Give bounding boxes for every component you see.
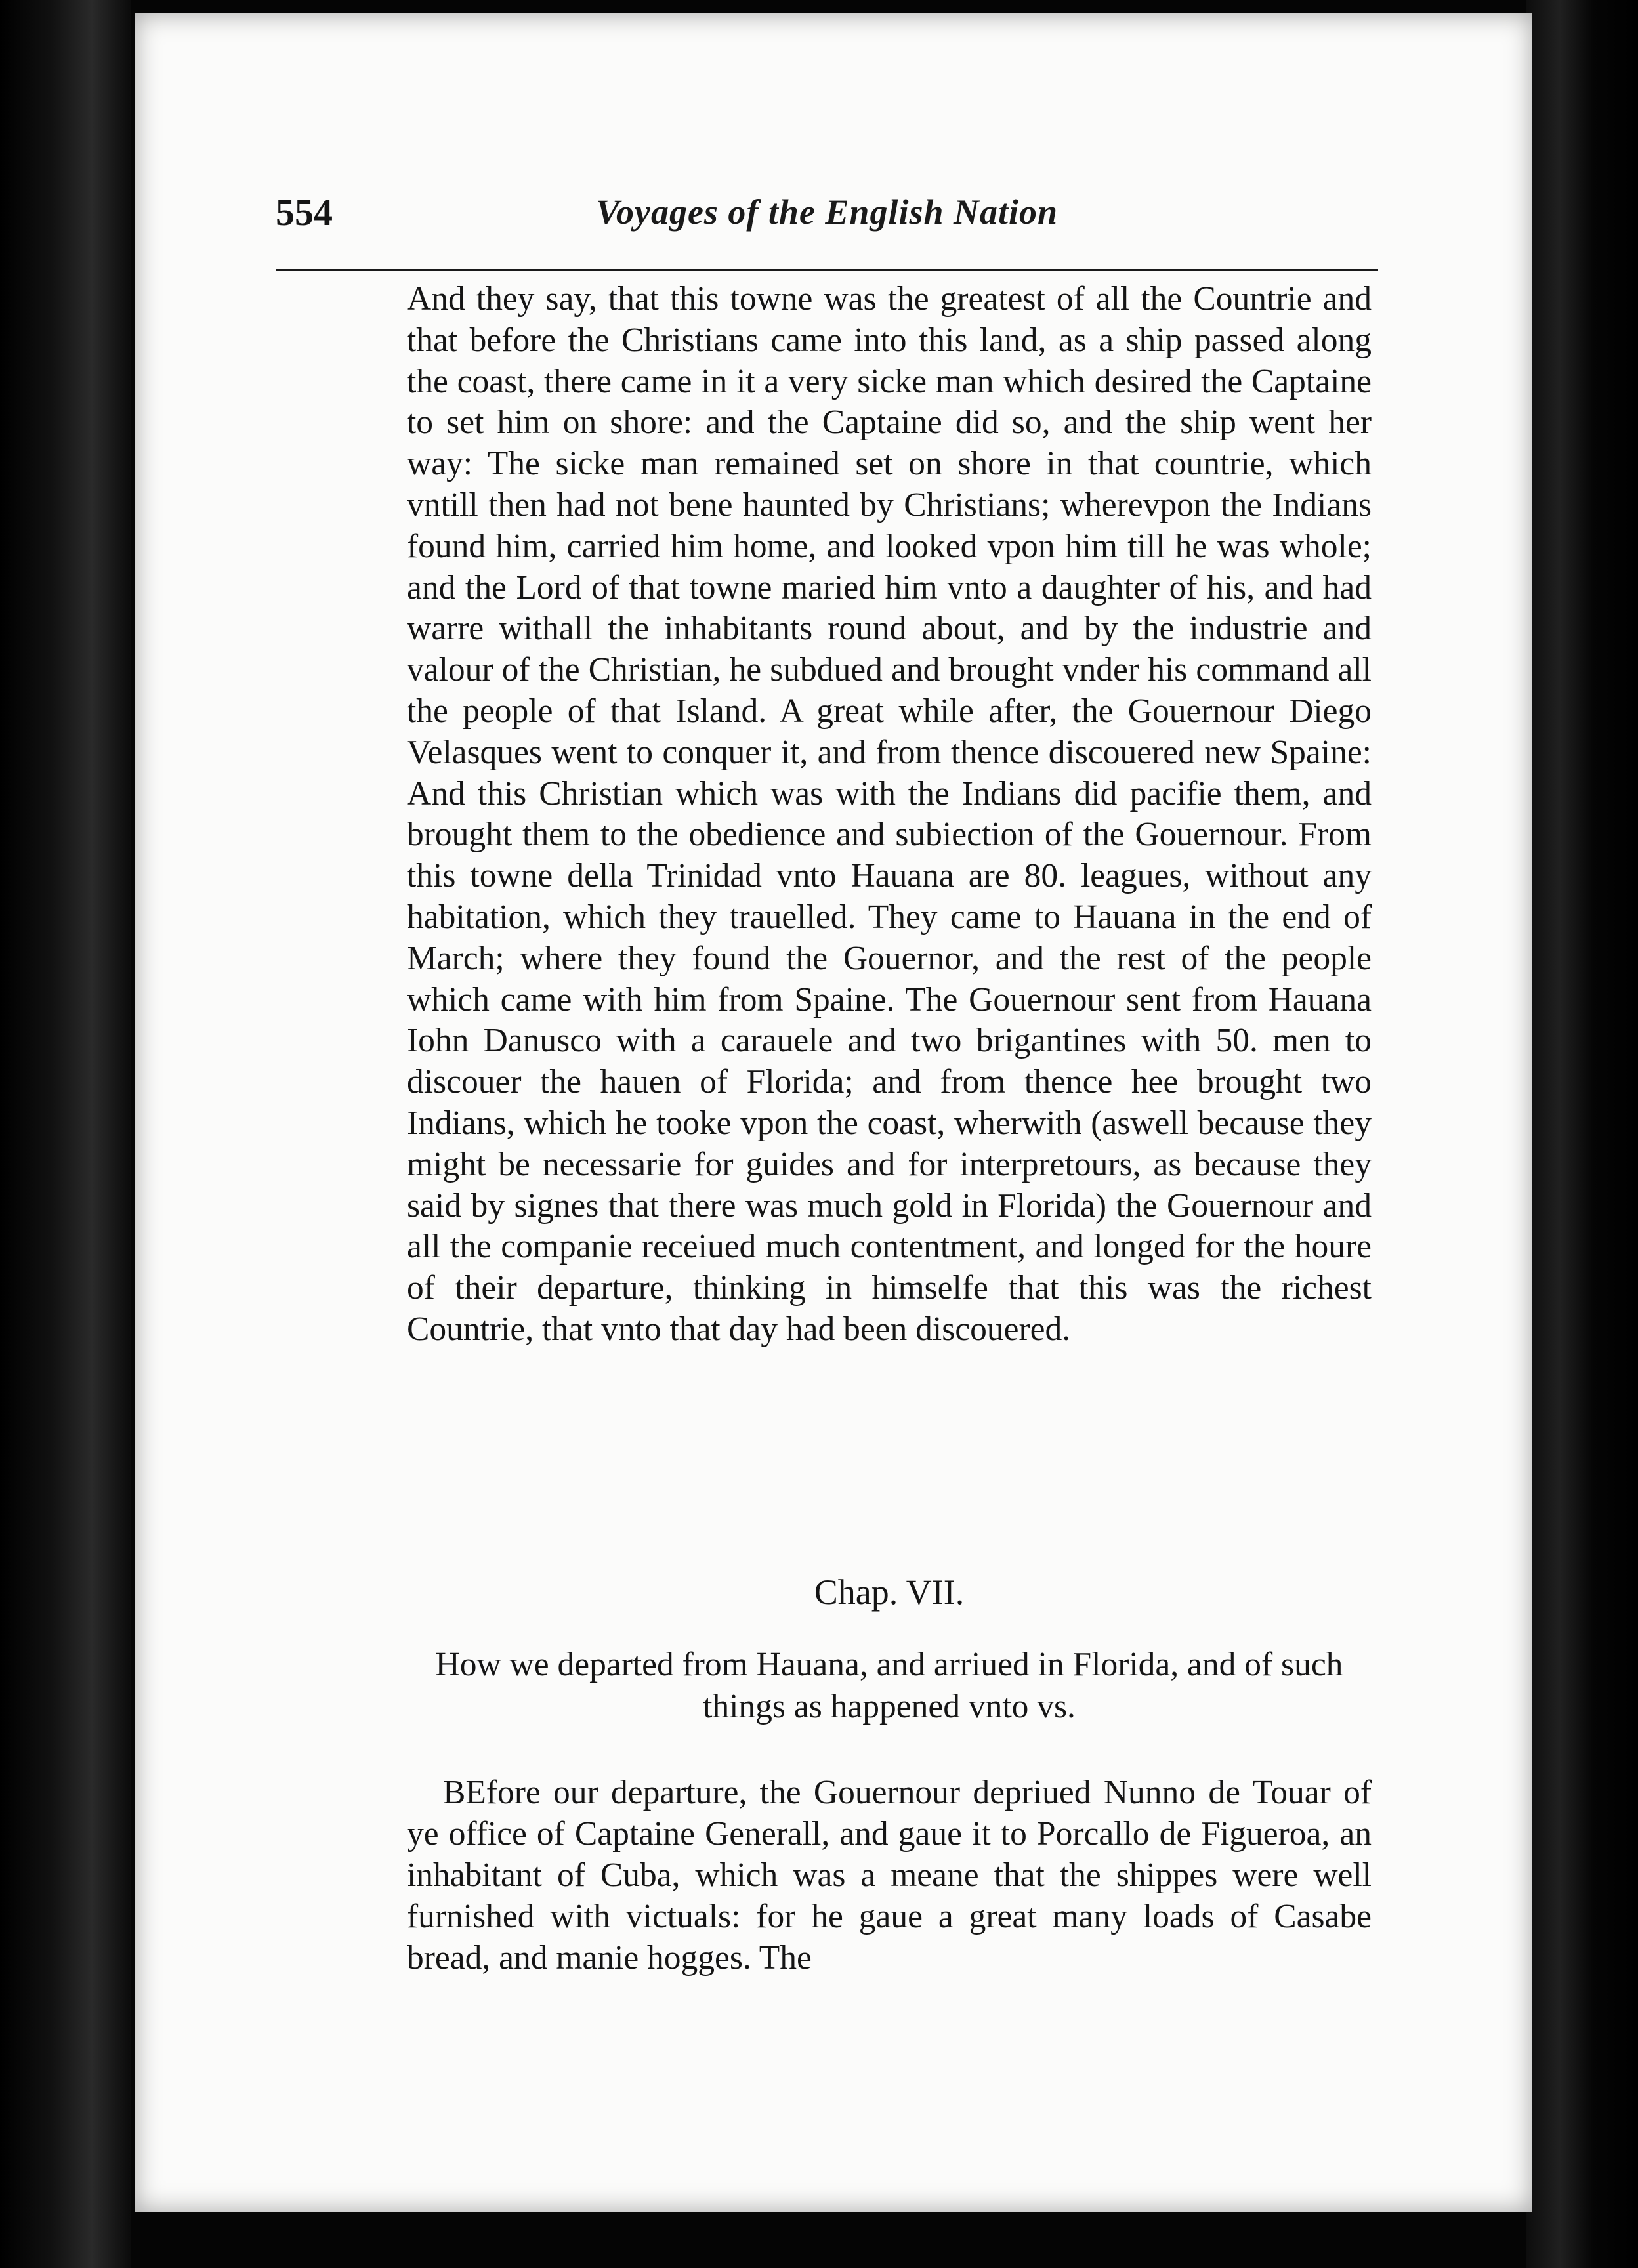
body-paragraph: And they say, that this towne was the greatest of all the Countrie and that before the Christians came into this land, as a ship passed along the coast, there came in it a very sicke man which desired the Captaine to set him on shore: and the Captaine did so, and the ship went her way: The sicke man remained set on shore in that countrie, which vntill then had not bene haunted by Christians; wherevpon the Indians found him, carried him home, and looked vpon him till he was whole; and the Lord of that towne maried him vnto a daughter of his, and had warre withall the inhabitants round about, and by the industrie and valour of the Christian, he subdued and brought vnder his command all the people of that Island. A great while after, the Gouernour Diego Velasques went to conquer it, and from thence discouered new Spaine: And this Christian which was with the Indians did pacifie them, and brought them to the obedience and subiection of the Gouernour. From this towne della Trinidad vnto Hauana are 80. leagues, without any habitation, which they trauelled. They came to Hauana in the end of March; where they found the Gouernor, and the rest of the people which came with him from Spaine. The Gouernour sent from Hauana Iohn Danusco with a carauele and two brigantines with 50. men to discouer the hauen of Florida; and from thence hee brought two Indians, which he tooke vpon the coast, wherwith (aswell because they might be necessarie for guides and for interpretours, as because they said by signes that there was much gold in Florida) the Gouernour and all the companie receiued much contentment, and longed for the houre of their departure, thinking in himselfe that this was the richest Countrie, that vnto that day had been discouered. [407, 280, 1372, 1348]
header-rule [276, 269, 1378, 271]
main-text-block [407, 279, 1372, 1351]
chapter-text-block [407, 1772, 1372, 1979]
book-fore-edge [1526, 0, 1638, 2268]
page-header [276, 190, 1378, 243]
running-title: Voyages of the English Nation [595, 192, 1059, 232]
book-spine-edge [0, 0, 131, 2268]
chapter-heading: Chap. VII. [814, 1572, 965, 1612]
chapter-paragraph: BEfore our departure, the Gouernour depriued Nunno de Touar of ye office of Captaine Generall, and gaue it to Porcallo de Figueroa, an inhabitant of Cuba, which was a meane that the shippes were well furnished with victuals: for he gaue a great many loads of Casabe bread, and manie hogges. The [407, 1774, 1372, 1977]
chapter-subtitle: How we departed from Hauana, and arriued in Florida, and of such things as happened vnto vs. [435, 1646, 1343, 1725]
page-number: 554 [276, 191, 333, 234]
